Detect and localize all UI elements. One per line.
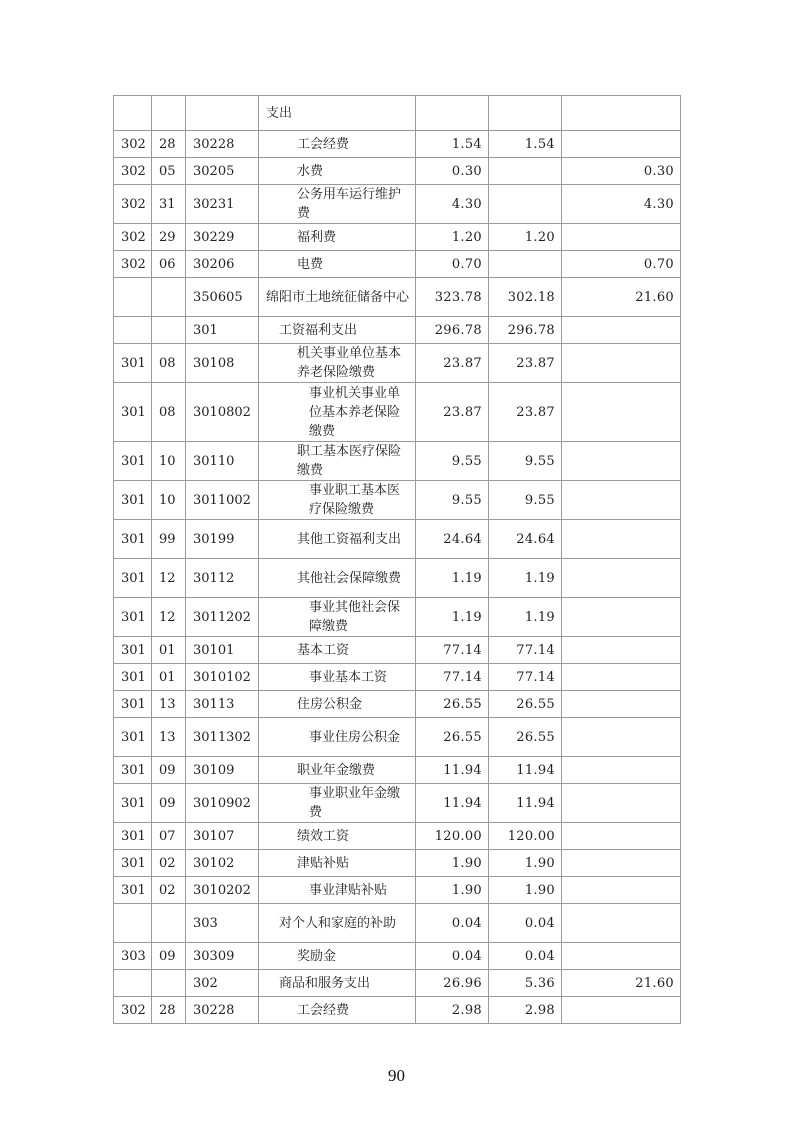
subject-code-cell: 350605 bbox=[186, 278, 259, 317]
basic-expense-cell: 77.14 bbox=[489, 664, 562, 691]
table-row bbox=[114, 784, 681, 823]
table-row bbox=[114, 481, 681, 520]
project-expense-cell bbox=[562, 997, 681, 1024]
class-code-cell: 301 bbox=[114, 757, 152, 784]
subject-code-cell: 3010202 bbox=[186, 877, 259, 904]
class-code-cell: 301 bbox=[114, 691, 152, 718]
project-expense-cell bbox=[562, 224, 681, 251]
project-expense-cell bbox=[562, 481, 681, 520]
subject-name-cell: 职工基本医疗保险缴费 bbox=[259, 442, 416, 481]
class-code-cell: 301 bbox=[114, 481, 152, 520]
basic-expense-cell: 26.55 bbox=[489, 718, 562, 757]
total-amount-cell: 77.14 bbox=[416, 664, 489, 691]
subject-name-cell: 其他工资福利支出 bbox=[259, 520, 416, 559]
table-row bbox=[114, 904, 681, 943]
total-amount-cell: 1.19 bbox=[416, 598, 489, 637]
table-row bbox=[114, 757, 681, 784]
class-code-cell: 302 bbox=[114, 131, 152, 158]
project-expense-cell: 0.70 bbox=[562, 251, 681, 278]
item-code-cell: 12 bbox=[152, 598, 186, 637]
table-row bbox=[114, 317, 681, 344]
class-code-cell: 301 bbox=[114, 877, 152, 904]
table-row bbox=[114, 131, 681, 158]
subject-name-cell: 水费 bbox=[259, 158, 416, 185]
subject-code-cell: 30108 bbox=[186, 344, 259, 383]
item-code-cell: 28 bbox=[152, 131, 186, 158]
table-row bbox=[114, 598, 681, 637]
subject-name-cell: 绵阳市土地统征储备中心 bbox=[259, 278, 416, 317]
item-code-cell: 10 bbox=[152, 442, 186, 481]
class-code-cell bbox=[114, 96, 152, 131]
item-code-cell: 99 bbox=[152, 520, 186, 559]
item-code-cell: 02 bbox=[152, 850, 186, 877]
basic-expense-cell: 120.00 bbox=[489, 823, 562, 850]
table-row bbox=[114, 185, 681, 224]
total-amount-cell: 1.20 bbox=[416, 224, 489, 251]
class-code-cell: 301 bbox=[114, 784, 152, 823]
subject-name-cell: 事业津贴补贴 bbox=[259, 877, 416, 904]
basic-expense-cell bbox=[489, 96, 562, 131]
total-amount-cell: 9.55 bbox=[416, 481, 489, 520]
basic-expense-cell bbox=[489, 251, 562, 278]
table-row bbox=[114, 997, 681, 1024]
subject-code-cell: 30110 bbox=[186, 442, 259, 481]
total-amount-cell: 9.55 bbox=[416, 442, 489, 481]
class-code-cell: 301 bbox=[114, 823, 152, 850]
total-amount-cell: 0.30 bbox=[416, 158, 489, 185]
table-row bbox=[114, 224, 681, 251]
item-code-cell: 09 bbox=[152, 784, 186, 823]
project-expense-cell bbox=[562, 877, 681, 904]
total-amount-cell: 4.30 bbox=[416, 185, 489, 224]
subject-code-cell bbox=[186, 96, 259, 131]
total-amount-cell: 1.90 bbox=[416, 877, 489, 904]
subject-name-cell: 工资福利支出 bbox=[259, 317, 416, 344]
item-code-cell bbox=[152, 96, 186, 131]
item-code-cell: 12 bbox=[152, 559, 186, 598]
table-row bbox=[114, 344, 681, 383]
subject-name-cell: 绩效工资 bbox=[259, 823, 416, 850]
class-code-cell bbox=[114, 278, 152, 317]
subject-code-cell: 30206 bbox=[186, 251, 259, 278]
total-amount-cell: 26.96 bbox=[416, 970, 489, 997]
class-code-cell: 301 bbox=[114, 598, 152, 637]
table-row bbox=[114, 442, 681, 481]
subject-name-cell: 基本工资 bbox=[259, 637, 416, 664]
basic-expense-cell: 11.94 bbox=[489, 784, 562, 823]
class-code-cell: 302 bbox=[114, 158, 152, 185]
project-expense-cell bbox=[562, 598, 681, 637]
item-code-cell bbox=[152, 317, 186, 344]
subject-code-cell: 30107 bbox=[186, 823, 259, 850]
class-code-cell bbox=[114, 317, 152, 344]
class-code-cell: 302 bbox=[114, 185, 152, 224]
budget-table bbox=[113, 95, 681, 1024]
subject-code-cell: 302 bbox=[186, 970, 259, 997]
subject-name-cell: 奖励金 bbox=[259, 943, 416, 970]
total-amount-cell: 11.94 bbox=[416, 757, 489, 784]
item-code-cell: 28 bbox=[152, 997, 186, 1024]
subject-name-cell: 事业基本工资 bbox=[259, 664, 416, 691]
basic-expense-cell: 1.90 bbox=[489, 877, 562, 904]
basic-expense-cell: 1.90 bbox=[489, 850, 562, 877]
total-amount-cell: 323.78 bbox=[416, 278, 489, 317]
subject-name-cell: 工会经费 bbox=[259, 997, 416, 1024]
class-code-cell: 301 bbox=[114, 344, 152, 383]
class-code-cell: 301 bbox=[114, 637, 152, 664]
basic-expense-cell: 11.94 bbox=[489, 757, 562, 784]
total-amount-cell: 23.87 bbox=[416, 383, 489, 442]
subject-name-cell: 公务用车运行维护费 bbox=[259, 185, 416, 224]
class-code-cell: 302 bbox=[114, 251, 152, 278]
item-code-cell: 02 bbox=[152, 877, 186, 904]
item-code-cell: 09 bbox=[152, 757, 186, 784]
class-code-cell: 301 bbox=[114, 383, 152, 442]
total-amount-cell: 1.90 bbox=[416, 850, 489, 877]
table-row bbox=[114, 850, 681, 877]
total-amount-cell: 0.70 bbox=[416, 251, 489, 278]
subject-name-cell: 支出 bbox=[259, 96, 416, 131]
subject-name-cell: 商品和服务支出 bbox=[259, 970, 416, 997]
total-amount-cell: 0.04 bbox=[416, 904, 489, 943]
item-code-cell: 31 bbox=[152, 185, 186, 224]
subject-name-cell: 职业年金缴费 bbox=[259, 757, 416, 784]
project-expense-cell bbox=[562, 904, 681, 943]
total-amount-cell: 296.78 bbox=[416, 317, 489, 344]
subject-code-cell: 30229 bbox=[186, 224, 259, 251]
basic-expense-cell: 26.55 bbox=[489, 691, 562, 718]
subject-code-cell: 3010102 bbox=[186, 664, 259, 691]
project-expense-cell: 21.60 bbox=[562, 970, 681, 997]
subject-code-cell: 30113 bbox=[186, 691, 259, 718]
basic-expense-cell: 302.18 bbox=[489, 278, 562, 317]
basic-expense-cell: 0.04 bbox=[489, 904, 562, 943]
basic-expense-cell: 23.87 bbox=[489, 383, 562, 442]
item-code-cell: 13 bbox=[152, 718, 186, 757]
basic-expense-cell: 77.14 bbox=[489, 637, 562, 664]
item-code-cell: 29 bbox=[152, 224, 186, 251]
class-code-cell: 302 bbox=[114, 997, 152, 1024]
table-row bbox=[114, 96, 681, 131]
table-row bbox=[114, 278, 681, 317]
total-amount-cell: 24.64 bbox=[416, 520, 489, 559]
project-expense-cell bbox=[562, 664, 681, 691]
item-code-cell: 01 bbox=[152, 664, 186, 691]
project-expense-cell: 21.60 bbox=[562, 278, 681, 317]
total-amount-cell: 0.04 bbox=[416, 943, 489, 970]
subject-code-cell: 3011002 bbox=[186, 481, 259, 520]
total-amount-cell: 1.19 bbox=[416, 559, 489, 598]
total-amount-cell: 77.14 bbox=[416, 637, 489, 664]
subject-code-cell: 3011202 bbox=[186, 598, 259, 637]
project-expense-cell bbox=[562, 344, 681, 383]
class-code-cell: 302 bbox=[114, 224, 152, 251]
subject-name-cell: 事业其他社会保障缴费 bbox=[259, 598, 416, 637]
basic-expense-cell: 1.54 bbox=[489, 131, 562, 158]
subject-code-cell: 3010902 bbox=[186, 784, 259, 823]
basic-expense-cell bbox=[489, 185, 562, 224]
class-code-cell: 301 bbox=[114, 442, 152, 481]
class-code-cell: 301 bbox=[114, 520, 152, 559]
basic-expense-cell: 9.55 bbox=[489, 442, 562, 481]
subject-code-cell: 30205 bbox=[186, 158, 259, 185]
total-amount-cell: 26.55 bbox=[416, 691, 489, 718]
project-expense-cell bbox=[562, 943, 681, 970]
total-amount-cell: 2.98 bbox=[416, 997, 489, 1024]
table-row bbox=[114, 943, 681, 970]
subject-code-cell: 30101 bbox=[186, 637, 259, 664]
item-code-cell: 13 bbox=[152, 691, 186, 718]
class-code-cell: 301 bbox=[114, 850, 152, 877]
project-expense-cell bbox=[562, 559, 681, 598]
table-row bbox=[114, 251, 681, 278]
project-expense-cell bbox=[562, 823, 681, 850]
subject-name-cell: 事业职工基本医疗保险缴费 bbox=[259, 481, 416, 520]
subject-code-cell: 30112 bbox=[186, 559, 259, 598]
basic-expense-cell: 9.55 bbox=[489, 481, 562, 520]
table-row bbox=[114, 559, 681, 598]
project-expense-cell bbox=[562, 317, 681, 344]
subject-code-cell: 301 bbox=[186, 317, 259, 344]
basic-expense-cell: 0.04 bbox=[489, 943, 562, 970]
project-expense-cell bbox=[562, 784, 681, 823]
item-code-cell: 05 bbox=[152, 158, 186, 185]
class-code-cell: 301 bbox=[114, 559, 152, 598]
item-code-cell: 08 bbox=[152, 383, 186, 442]
subject-name-cell: 津贴补贴 bbox=[259, 850, 416, 877]
table-row bbox=[114, 383, 681, 442]
item-code-cell bbox=[152, 904, 186, 943]
table-row bbox=[114, 158, 681, 185]
basic-expense-cell: 1.20 bbox=[489, 224, 562, 251]
item-code-cell: 06 bbox=[152, 251, 186, 278]
subject-code-cell: 30309 bbox=[186, 943, 259, 970]
item-code-cell: 09 bbox=[152, 943, 186, 970]
item-code-cell: 01 bbox=[152, 637, 186, 664]
table-row bbox=[114, 691, 681, 718]
project-expense-cell bbox=[562, 718, 681, 757]
subject-name-cell: 住房公积金 bbox=[259, 691, 416, 718]
class-code-cell bbox=[114, 904, 152, 943]
subject-name-cell: 事业机关事业单位基本养老保险缴费 bbox=[259, 383, 416, 442]
item-code-cell bbox=[152, 278, 186, 317]
table-row bbox=[114, 637, 681, 664]
subject-name-cell: 对个人和家庭的补助 bbox=[259, 904, 416, 943]
subject-code-cell: 303 bbox=[186, 904, 259, 943]
basic-expense-cell: 296.78 bbox=[489, 317, 562, 344]
table-row bbox=[114, 877, 681, 904]
basic-expense-cell: 24.64 bbox=[489, 520, 562, 559]
subject-code-cell: 3011302 bbox=[186, 718, 259, 757]
project-expense-cell: 0.30 bbox=[562, 158, 681, 185]
table-row bbox=[114, 823, 681, 850]
subject-name-cell: 工会经费 bbox=[259, 131, 416, 158]
class-code-cell bbox=[114, 970, 152, 997]
project-expense-cell bbox=[562, 383, 681, 442]
project-expense-cell bbox=[562, 442, 681, 481]
total-amount-cell: 11.94 bbox=[416, 784, 489, 823]
project-expense-cell: 4.30 bbox=[562, 185, 681, 224]
item-code-cell bbox=[152, 970, 186, 997]
total-amount-cell: 23.87 bbox=[416, 344, 489, 383]
class-code-cell: 301 bbox=[114, 718, 152, 757]
total-amount-cell: 26.55 bbox=[416, 718, 489, 757]
subject-code-cell: 30109 bbox=[186, 757, 259, 784]
subject-code-cell: 30199 bbox=[186, 520, 259, 559]
table-body bbox=[114, 96, 681, 1024]
project-expense-cell bbox=[562, 637, 681, 664]
item-code-cell: 10 bbox=[152, 481, 186, 520]
subject-name-cell: 事业住房公积金 bbox=[259, 718, 416, 757]
subject-code-cell: 3010802 bbox=[186, 383, 259, 442]
subject-name-cell: 福利费 bbox=[259, 224, 416, 251]
table-row bbox=[114, 718, 681, 757]
basic-expense-cell: 5.36 bbox=[489, 970, 562, 997]
basic-expense-cell: 1.19 bbox=[489, 559, 562, 598]
class-code-cell: 301 bbox=[114, 664, 152, 691]
table-row bbox=[114, 520, 681, 559]
class-code-cell: 303 bbox=[114, 943, 152, 970]
project-expense-cell bbox=[562, 520, 681, 559]
subject-name-cell: 电费 bbox=[259, 251, 416, 278]
basic-expense-cell bbox=[489, 158, 562, 185]
total-amount-cell bbox=[416, 96, 489, 131]
project-expense-cell bbox=[562, 131, 681, 158]
item-code-cell: 08 bbox=[152, 344, 186, 383]
subject-name-cell: 其他社会保障缴费 bbox=[259, 559, 416, 598]
table-row bbox=[114, 664, 681, 691]
item-code-cell: 07 bbox=[152, 823, 186, 850]
page-number: 90 bbox=[388, 1066, 405, 1085]
total-amount-cell: 1.54 bbox=[416, 131, 489, 158]
subject-code-cell: 30102 bbox=[186, 850, 259, 877]
project-expense-cell bbox=[562, 757, 681, 784]
total-amount-cell: 120.00 bbox=[416, 823, 489, 850]
basic-expense-cell: 23.87 bbox=[489, 344, 562, 383]
subject-code-cell: 30231 bbox=[186, 185, 259, 224]
basic-expense-cell: 1.19 bbox=[489, 598, 562, 637]
project-expense-cell bbox=[562, 691, 681, 718]
project-expense-cell bbox=[562, 96, 681, 131]
project-expense-cell bbox=[562, 850, 681, 877]
subject-code-cell: 30228 bbox=[186, 131, 259, 158]
subject-name-cell: 机关事业单位基本养老保险缴费 bbox=[259, 344, 416, 383]
subject-code-cell: 30228 bbox=[186, 997, 259, 1024]
table-row bbox=[114, 970, 681, 997]
basic-expense-cell: 2.98 bbox=[489, 997, 562, 1024]
subject-name-cell: 事业职业年金缴费 bbox=[259, 784, 416, 823]
